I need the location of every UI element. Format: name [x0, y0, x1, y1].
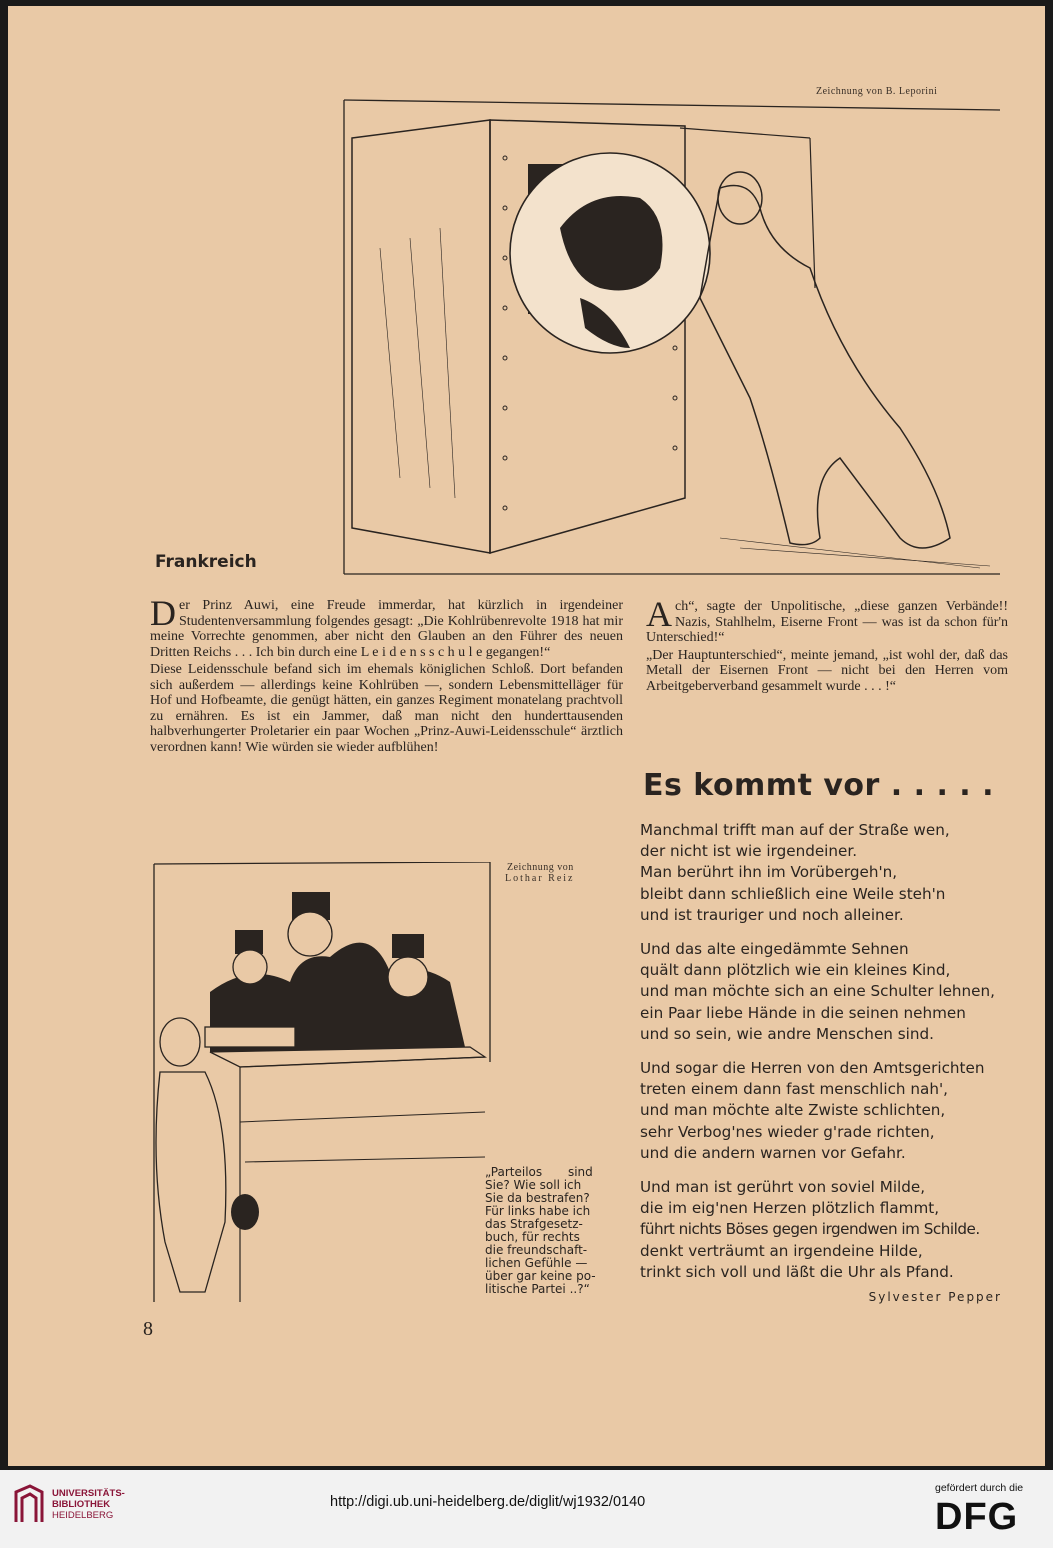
right-article — [646, 594, 1008, 694]
left-article — [150, 593, 623, 755]
poem-line: Manchmal trifft man auf der Straße wen, — [640, 821, 950, 839]
poem-line: und die andern warnen vor Gefahr. — [640, 1143, 906, 1162]
poem-line: quält dann plötzlich wie ein kleines Kind, — [640, 961, 951, 980]
poem-line: Und das alte eingedämmte Sehnen — [640, 940, 909, 959]
poem-line: Und man ist gerührt von soviel Milde, — [640, 1178, 926, 1197]
poem-line: treten einem dann fast menschlich nah', — [640, 1080, 948, 1099]
poem-stanza-2 — [640, 939, 1010, 1045]
caption-line: lichen Gefühle — — [485, 1256, 588, 1270]
dfg-logo: DFG — [935, 1496, 1019, 1538]
poem-author: Sylvester Pepper — [868, 1290, 1002, 1305]
caption-line: über gar keine po- — [485, 1269, 596, 1283]
poem-stanza-3 — [640, 1058, 1010, 1164]
poem-body — [640, 820, 1010, 1308]
library-line: UNIVERSITÄTS- — [52, 1488, 125, 1499]
library-logo-icon — [12, 1484, 46, 1526]
library-name — [52, 1488, 125, 1521]
permalink-url[interactable]: http://digi.ub.uni-heidelberg.de/diglit/wj1932/0140 — [330, 1494, 646, 1510]
poem-line: die im eig'nen Herzen plötzlich flammt, — [640, 1199, 940, 1218]
poem-stanza-1 — [640, 820, 1010, 926]
poem-line: bleibt dann schließlich eine Weile steh'n — [640, 884, 946, 903]
credit-line: Zeichnung von — [507, 862, 574, 873]
caption-line: litische Partei ..?“ — [485, 1282, 590, 1296]
dropcap-d: D — [150, 593, 176, 633]
poem-line: der nicht ist wie irgendeiner. — [640, 842, 858, 861]
caption-line: Für links habe ich — [485, 1204, 591, 1218]
poem-line: trinkt sich voll und läßt die Uhr als Pfand. — [640, 1262, 954, 1281]
dropcap-a: A — [646, 594, 672, 634]
caption-line: „Parteilos sind — [485, 1165, 593, 1179]
left-paragraph-2: Diese Leidensschule befand sich im ehemals königlichen Schloß. Dort befanden sich außerdem — allerdings keine Kohlrüben —, sondern Lebensmittelläger für Hof und Hofbeamte, die genügt hätten, ein ganzes Regiment monatelang prachtvoll zu ernähren. Es ist ein Jammer, daß man nicht den hunderttausenden halbverhungerter Proletarier ein paar Wochen „Prinz-Auwi-Leidensschule“ ärztlich verordnen kann! Wie würden sie wieder aufblühen! — [150, 662, 623, 755]
page-number: 8 — [143, 1318, 153, 1340]
caption-line: die freundschaft- — [485, 1243, 588, 1257]
caption-line: das Strafgesetz- — [485, 1217, 583, 1231]
poem-line: denkt verträumt an irgendeine Hilde, — [640, 1241, 923, 1260]
library-line: HEIDELBERG — [52, 1510, 114, 1521]
poem-line: und so sein, wie andre Menschen sind. — [640, 1024, 934, 1043]
poem-line: führt nichts Böses gegen irgendwen im Schilde. — [640, 1220, 980, 1239]
poem-line: Man berührt ihn im Vorübergeh'n, — [640, 863, 898, 882]
poem-line: und man möchte sich an eine Schulter lehnen, — [640, 982, 995, 1001]
credit-line: Lothar Reiz — [505, 873, 575, 884]
right-paragraph-2: „Der Hauptunterschied“, meinte jemand, „ist wohl der, daß das Metall der Eisernen Front — nicht bei den Herren vom Arbeitgeberverband gesammelt wurde . . . !“ — [646, 647, 1008, 694]
right-paragraph-1: ch“, sagte der Unpolitische, „diese ganzen Verbände!! Nazis, Stahlhelm, Eiserne Front — was ist da schon für'n Unterschied!“ — [646, 599, 1008, 645]
caption-line: Sie da bestrafen? — [485, 1191, 590, 1205]
poem-stanza-4 — [640, 1177, 1010, 1283]
heading-frankreich: Frankreich — [155, 552, 257, 572]
funding-note: gefördert durch die — [935, 1482, 1024, 1494]
cartoon-credit — [505, 862, 574, 884]
library-line: BIBLIOTHEK — [52, 1499, 111, 1510]
poem-line: und man möchte alte Zwiste schlichten, — [640, 1101, 946, 1120]
france-safe-illustration — [340, 98, 1005, 580]
cartoon-caption — [485, 1166, 613, 1296]
poem-line: sehr Verbog'nes wieder g'rade richten, — [640, 1122, 935, 1141]
poem-line: Und sogar die Herren von den Amtsgerichten — [640, 1059, 985, 1078]
poem-title: Es kommt vor . . . . . — [643, 768, 995, 803]
illustration-credit: Zeichnung von B. Leporini — [816, 86, 938, 97]
poem-line: und ist trauriger und noch alleiner. — [640, 905, 904, 924]
court-cartoon-illustration — [150, 862, 500, 1302]
caption-line: buch, für rechts — [485, 1230, 580, 1244]
left-paragraph-1: er Prinz Auwi, eine Freude immerdar, hat kürzlich in irgendeiner Studentenversammlung folgendes gesagt: „Die Kohlrübenrevolte 1918 hat mir meine Vorrechte genommen, aber nicht den Glauben an den Führer des neuen Dritten Reichs . . . Ich bin durch eine L e i d e n s s c h u l e gegangen!“ — [150, 598, 623, 660]
poem-line: ein Paar liebe Hände in die seinen nehmen — [640, 1003, 966, 1022]
caption-line: Sie? Wie soll ich — [485, 1178, 582, 1192]
